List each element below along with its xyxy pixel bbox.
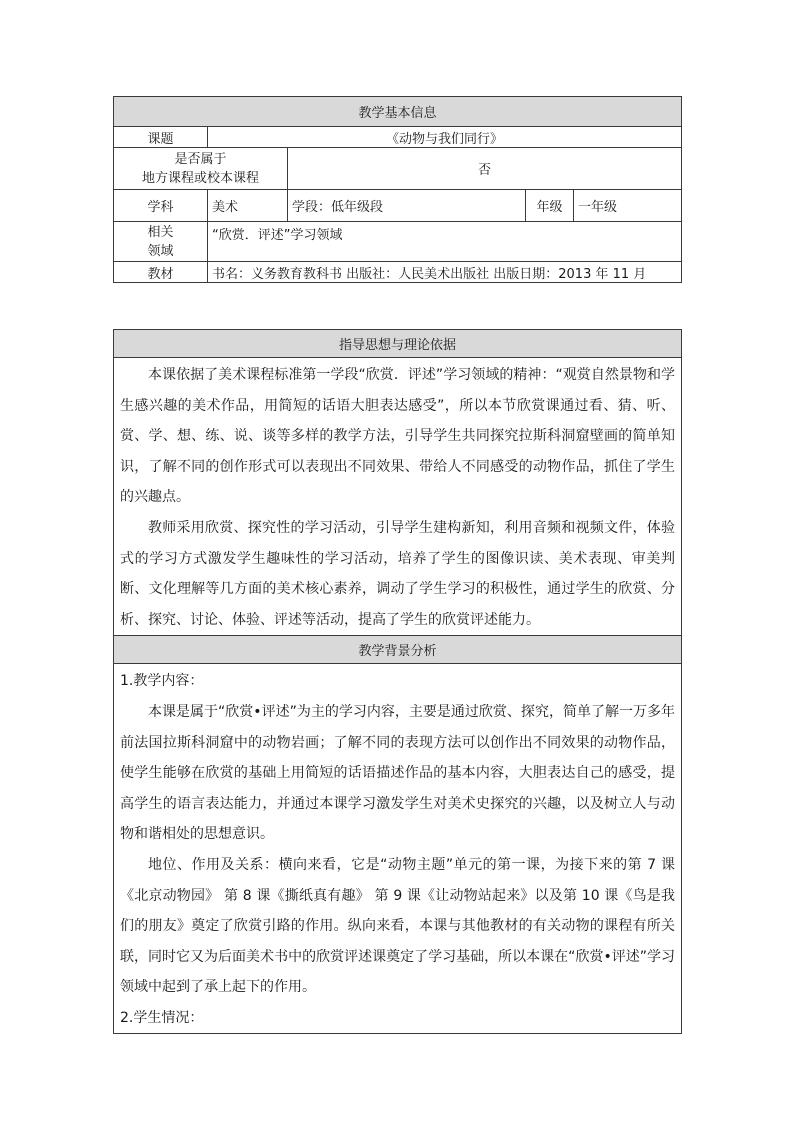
- basic-info-header: 教学基本信息: [114, 97, 682, 127]
- subject-value: 美术: [208, 190, 288, 222]
- background-body: [114, 664, 682, 1034]
- guide-header: 指导思想与理论依据: [114, 330, 682, 358]
- guide-paragraph-1: 本课依据了美术课程标准第一学段“欣赏．评述”学习领域的精神：“观赏自然景物和学生感兴趣的美术作品，用简短的话语大胆表达感受”，所以本节欣赏课通过看、猜、听、赏、学、想、练、说、谈等多样的教学方法，引导学生共同探究拉斯科洞窟壁画的简单知识，了解不同的创作形式可以表现出不同效果、带给人不同感受的动物作品，抓住了学生的兴趣点。: [120, 367, 675, 506]
- student-situation-title: 2.学生情况：: [120, 1009, 204, 1026]
- local-course-label-line2: 地方课程或校本课程: [141, 170, 259, 186]
- guide-body: [114, 358, 682, 636]
- field-label-line1: 相关: [147, 224, 174, 240]
- local-course-label-line1: 是否属于: [174, 151, 227, 167]
- field-value: “欣赏．评述”学习领域: [208, 222, 682, 262]
- topic-value: 《动物与我们同行》: [208, 127, 682, 148]
- basic-info-table: [113, 96, 682, 283]
- stage-value: 学段：低年级段: [288, 190, 526, 222]
- teaching-content-title: 1.教学内容：: [120, 673, 204, 690]
- field-label-line2: 领域: [147, 243, 174, 259]
- teaching-content-paragraph-2: 地位、作用及关系：横向来看，它是“动物主题”单元的第一课，为接下来的第 7 课《北京动物园》 第 8 课《撕纸真有趣》 第 9 课《让动物站起来》以及第 10 课《鸟是我们的朋友》奠定了欣赏引路的作用。纵向来看，本课与其他教材的有关动物的课程有所关联，同时它又为后面美术书中的欣赏评述课奠定了学习基础，所以本课在“欣赏•评述”学习领域中起到了承上起下的作用。: [120, 856, 675, 996]
- teaching-content-paragraph-1: 本课是属于“欣赏•评述”为主的学习内容，主要是通过欣赏、探究，简单了解一万多年前法国拉斯科洞窟中的动物岩画；了解不同的表现方法可以创作出不同效果的动物作品，使学生能够在欣赏的基础上用简短的话语描述作品的基本内容，大胆表达自己的感受，提高学生的语言表达能力，并通过本课学习激发学生对美术史探究的兴趣，以及树立人与动物和谐相处的思想意识。: [120, 703, 675, 843]
- local-course-value: 否: [288, 148, 682, 190]
- analysis-table: [113, 329, 682, 1034]
- local-course-label: [114, 148, 288, 190]
- grade-value: 一年级: [574, 190, 682, 222]
- field-label: [114, 222, 208, 262]
- textbook-label: 教材: [114, 262, 208, 283]
- subject-label: 学科: [114, 190, 208, 222]
- grade-label: 年级: [526, 190, 574, 222]
- guide-paragraph-2: 教师采用欣赏、探究性的学习活动，引导学生建构新知，利用音频和视频文件，体验式的学习方式激发学生趣味性的学习活动，培养了学生的图像识读、美术表现、审美判断、文化理解等几方面的美术核心素养，调动了学生学习的积极性，通过学生的欣赏、分析、探究、讨论、体验、评述等活动，提高了学生的欣赏评述能力。: [120, 519, 675, 628]
- topic-label: 课题: [114, 127, 208, 148]
- textbook-value: 书名：义务教育教科书 出版社：人民美术出版社 出版日期：2013 年 11 月: [208, 262, 682, 283]
- background-header: 教学背景分析: [114, 636, 682, 664]
